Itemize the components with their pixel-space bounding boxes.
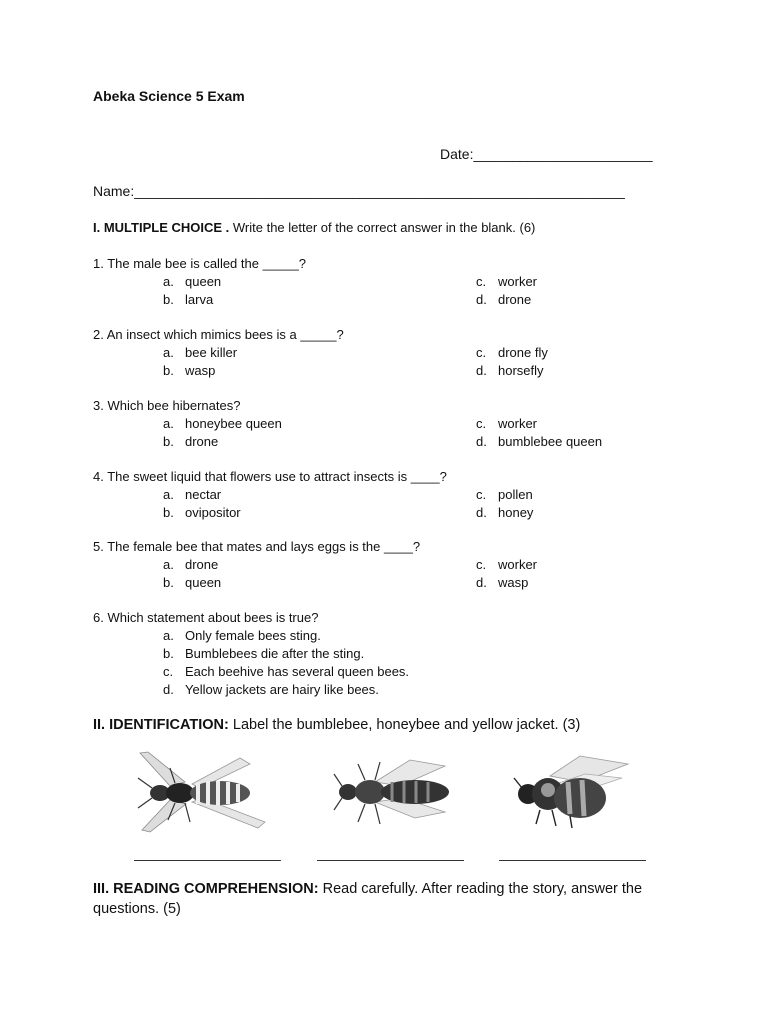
q6-option-d[interactable]	[163, 682, 379, 698]
q3-option-b[interactable]	[163, 434, 218, 450]
option-text: honeybee queen	[185, 416, 282, 431]
option-letter: b.	[163, 646, 174, 661]
option-letter: c.	[163, 664, 174, 679]
option-text: drone	[498, 292, 532, 307]
option-text: worker	[498, 557, 538, 572]
q4-option-b[interactable]	[163, 505, 241, 521]
option-text: Yellow jackets are hairy like bees.	[185, 682, 379, 697]
q3-option-c[interactable]	[476, 416, 537, 432]
yellow-jacket-answer-blank[interactable]	[134, 860, 281, 861]
question-2: 2. An insect which mimics bees is a _____?	[93, 327, 344, 342]
q6-option-b[interactable]	[163, 646, 364, 662]
option-text: larva	[185, 292, 214, 307]
option-text: nectar	[185, 487, 222, 502]
option-letter: d.	[476, 363, 487, 378]
exam-title: Abeka Science 5 Exam	[93, 88, 245, 104]
option-text: Each beehive has several queen bees.	[185, 664, 410, 679]
honeybee-image	[330, 752, 460, 832]
option-letter: c.	[476, 557, 487, 572]
option-letter: d.	[476, 434, 487, 449]
yellow-jacket-image	[130, 748, 280, 840]
q4-option-c[interactable]	[476, 487, 533, 503]
q1-option-d[interactable]	[476, 292, 531, 308]
option-text: worker	[498, 274, 538, 289]
q5-option-c[interactable]	[476, 557, 537, 573]
q1-option-c[interactable]	[476, 274, 537, 290]
q3-option-d[interactable]	[476, 434, 602, 450]
option-letter: a.	[163, 274, 174, 289]
option-letter: c.	[476, 345, 487, 360]
q5-option-a[interactable]	[163, 557, 218, 573]
q5-option-b[interactable]	[163, 575, 221, 591]
name-field[interactable]: Name:_______________________________________________________________	[93, 183, 625, 199]
q6-option-c[interactable]	[163, 664, 409, 680]
option-letter: b.	[163, 575, 174, 590]
date-field[interactable]: Date:_______________________	[440, 146, 653, 162]
option-text: pollen	[498, 487, 533, 502]
bumblebee-image	[510, 752, 635, 830]
option-text: wasp	[498, 575, 529, 590]
option-text: drone	[185, 434, 219, 449]
section1-instructions: Write the letter of the correct answer in the blank. (6)	[229, 220, 536, 235]
option-text: Bumblebees die after the sting.	[185, 646, 365, 661]
question-1: 1. The male bee is called the _____?	[93, 256, 306, 271]
section3-heading: III. READING COMPREHENSION:	[93, 881, 319, 897]
section2-heading: II. IDENTIFICATION:	[93, 717, 229, 733]
section3-heading-line	[93, 879, 693, 919]
option-letter: d.	[476, 292, 487, 307]
question-6: 6. Which statement about bees is true?	[93, 610, 319, 625]
option-letter: b.	[163, 434, 174, 449]
option-text: Only female bees sting.	[185, 628, 321, 643]
option-letter: d.	[476, 505, 487, 520]
q2-option-a[interactable]	[163, 345, 237, 361]
option-text: honey	[498, 505, 534, 520]
question-3: 3. Which bee hibernates?	[93, 398, 241, 413]
question-5: 5. The female bee that mates and lays eggs is the ____?	[93, 539, 421, 554]
q4-option-a[interactable]	[163, 487, 221, 503]
question-4: 4. The sweet liquid that flowers use to attract insects is ____?	[93, 469, 447, 484]
section3-instructions: Read carefully. After reading the story, answer the questions. (5)	[93, 881, 643, 917]
option-letter: d.	[163, 682, 174, 697]
q4-option-d[interactable]	[476, 505, 533, 521]
option-text: horsefly	[498, 363, 544, 378]
section1-heading: I. MULTIPLE CHOICE .	[93, 220, 230, 235]
q6-option-a[interactable]	[163, 628, 321, 644]
option-text: ovipositor	[185, 505, 241, 520]
option-text: queen	[185, 575, 222, 590]
honeybee-answer-blank[interactable]	[317, 860, 464, 861]
section2-heading-line	[93, 717, 580, 733]
option-letter: d.	[476, 575, 487, 590]
option-letter: a.	[163, 557, 174, 572]
bumblebee-answer-blank[interactable]	[499, 860, 646, 861]
q2-option-c[interactable]	[476, 345, 548, 361]
option-text: drone	[185, 557, 219, 572]
option-letter: a.	[163, 628, 174, 643]
option-letter: b.	[163, 292, 174, 307]
q1-option-a[interactable]	[163, 274, 221, 290]
option-letter: c.	[476, 416, 487, 431]
option-letter: a.	[163, 345, 174, 360]
q2-option-b[interactable]	[163, 363, 215, 379]
q2-option-d[interactable]	[476, 363, 544, 379]
option-letter: a.	[163, 416, 174, 431]
section2-instructions: Label the bumblebee, honeybee and yellow jacket. (3)	[228, 717, 581, 733]
option-letter: b.	[163, 505, 174, 520]
q1-option-b[interactable]	[163, 292, 213, 308]
option-text: bee killer	[185, 345, 238, 360]
section1-heading-line	[93, 220, 535, 236]
q3-option-a[interactable]	[163, 416, 282, 432]
option-text: bumblebee queen	[498, 434, 603, 449]
q5-option-d[interactable]	[476, 575, 528, 591]
option-letter: c.	[476, 487, 487, 502]
option-text: drone fly	[498, 345, 548, 360]
option-letter: a.	[163, 487, 174, 502]
option-text: wasp	[185, 363, 216, 378]
option-letter: c.	[476, 274, 487, 289]
option-letter: b.	[163, 363, 174, 378]
option-text: queen	[185, 274, 222, 289]
option-text: worker	[498, 416, 538, 431]
